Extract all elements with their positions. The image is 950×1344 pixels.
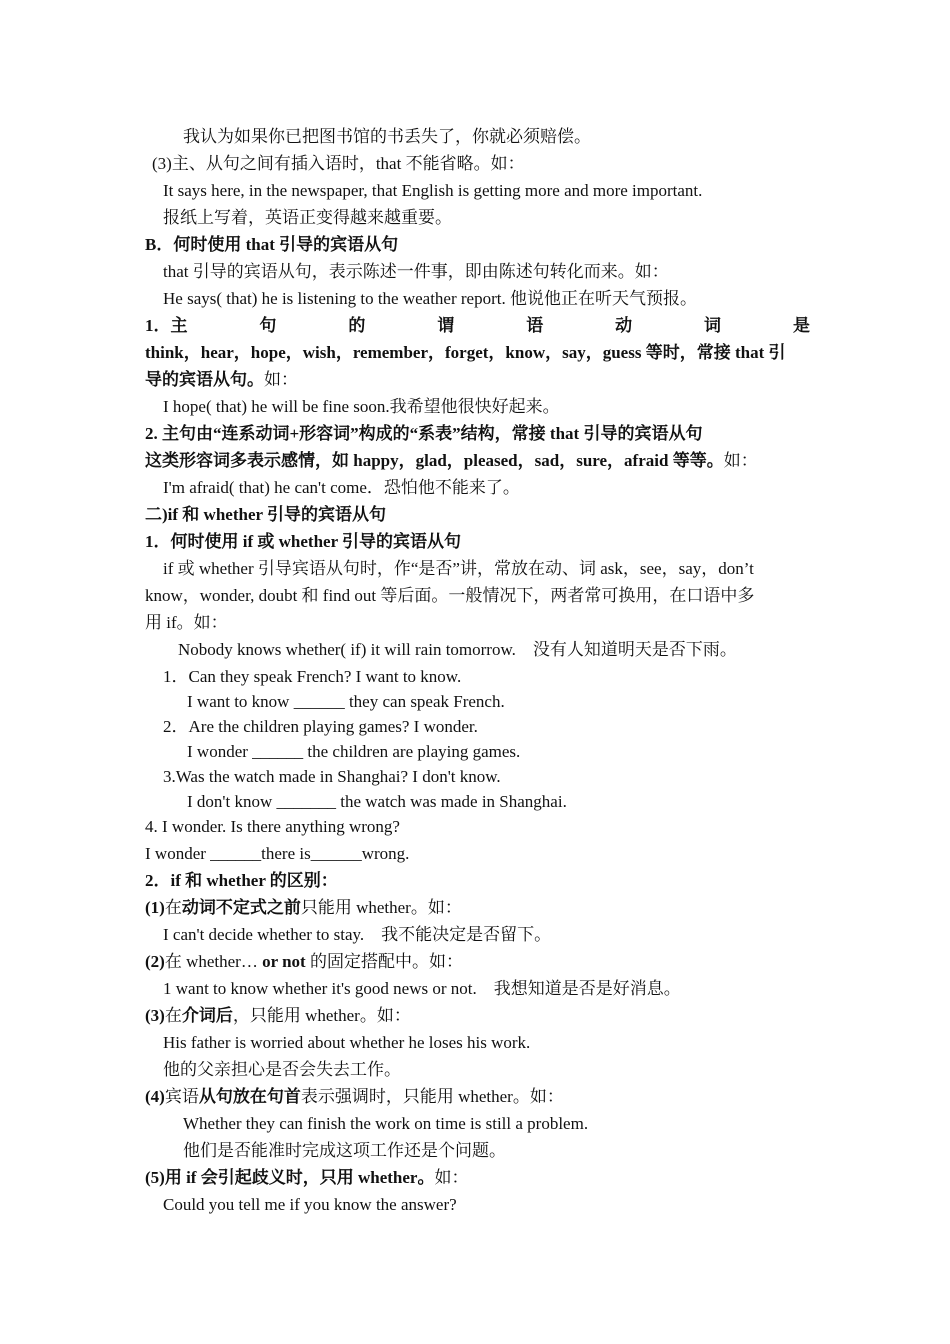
text-span: 的固定搭配中。如： bbox=[305, 952, 463, 971]
heading-word: 语 bbox=[526, 316, 544, 335]
bold-span: 这类形容词多表示感情，如 happy，glad，pleased，sad，sure，afraid 等等。 bbox=[145, 451, 724, 470]
text-line: It says here, in the newspaper, that English is getting more and more important. bbox=[163, 181, 703, 200]
bold-span: or not bbox=[262, 952, 306, 971]
text-span: 在 whether… bbox=[164, 952, 263, 971]
heading-word: 词 bbox=[704, 316, 722, 335]
text-line: if 或 whether 引导宾语从句时，作“是否”讲，常放在动、词 ask，see，say，don’t bbox=[163, 559, 754, 578]
heading-word: 1．主 bbox=[145, 316, 188, 335]
text-line: 2. 主句由“连系动词+形容词”构成的“系表”结构，常接 that 引导的宾语从句 bbox=[145, 424, 703, 443]
exercise-answer: I wonder ______ the children are playing games. bbox=[187, 742, 521, 761]
bold-span: 动词不定式之前 bbox=[181, 898, 301, 917]
text-span: 如： bbox=[723, 451, 758, 470]
rule-line bbox=[145, 898, 810, 918]
text-span: 如： bbox=[264, 370, 298, 389]
exercise-question: 3.Was the watch made in Shanghai? I don't know. bbox=[163, 767, 501, 786]
rule-line bbox=[145, 952, 810, 972]
bold-span: (5)用 if 会引起歧义时，只用 whether。 bbox=[145, 1168, 435, 1187]
text-line: know，wonder, doubt 和 find out 等后面。一般情况下，两者常可换用，在口语中多 bbox=[145, 586, 755, 605]
text-line: I can't decide whether to stay. 我不能决定是否留下。 bbox=[163, 925, 552, 944]
rule-line bbox=[145, 1087, 810, 1107]
section-heading: B．何时使用 that 引导的宾语从句 bbox=[145, 235, 399, 254]
section-heading: 1．何时使用 if 或 whether 引导的宾语从句 bbox=[145, 532, 462, 551]
exercise-answer: I want to know ______ they can speak French. bbox=[187, 692, 505, 711]
text-span: 如： bbox=[434, 1168, 469, 1187]
text-span: 在 bbox=[164, 1006, 182, 1025]
text-line: 我认为如果你已把图书馆的书丢失了，你就必须赔偿。 bbox=[183, 127, 591, 146]
text-line bbox=[145, 451, 810, 471]
text-line: Could you tell me if you know the answer? bbox=[163, 1195, 457, 1214]
text-line: His father is worried about whether he loses his work. bbox=[163, 1033, 531, 1052]
heading-word: 句 bbox=[259, 316, 277, 335]
exercise-answer: I wonder ______there is______wrong. bbox=[145, 844, 410, 863]
rule-number: (3) bbox=[145, 1006, 165, 1025]
heading-word: 的 bbox=[348, 316, 366, 335]
text-line: I hope( that) he will be fine soon.我希望他很快好起来。 bbox=[163, 397, 560, 416]
text-line: think，hear，hope，wish，remember，forget，know，say，guess 等时，常接 that 引 bbox=[145, 343, 786, 362]
exercise-question: 4. I wonder. Is there anything wrong? bbox=[145, 817, 400, 836]
text-line: 用 if。如： bbox=[145, 613, 228, 632]
text-span: 在 bbox=[164, 898, 182, 917]
section-heading: 2．if 和 whether 的区别： bbox=[145, 871, 338, 890]
bold-span: 从句放在句首 bbox=[198, 1087, 301, 1106]
rule-number: (2) bbox=[145, 952, 165, 971]
text-span: 表示强调时，只能用 whether。如： bbox=[300, 1087, 564, 1106]
exercise-question: 1．Can they speak French? I want to know. bbox=[163, 667, 462, 686]
text-line bbox=[145, 370, 810, 390]
heading-word: 是 bbox=[792, 316, 810, 335]
text-span: 只能用 whether。如： bbox=[300, 898, 462, 917]
section-heading: 二)if 和 whether 引导的宾语从句 bbox=[145, 505, 386, 524]
justified-heading-line bbox=[145, 316, 810, 336]
rule-line bbox=[145, 1006, 810, 1026]
text-span: ，只能用 whether。如： bbox=[232, 1006, 411, 1025]
rule-number: (1) bbox=[145, 898, 165, 917]
text-line: Whether they can finish the work on time is still a problem. bbox=[183, 1114, 589, 1133]
text-span: 宾语 bbox=[164, 1087, 199, 1106]
text-line: Nobody knows whether( if) it will rain tomorrow. 没有人知道明天是否下雨。 bbox=[178, 640, 737, 659]
text-line: I'm afraid( that) he can't come．恐怕他不能来了。 bbox=[163, 478, 520, 497]
text-line: 他们是否能准时完成这项工作还是个问题。 bbox=[183, 1141, 506, 1160]
bold-span: 导的宾语从句。 bbox=[145, 370, 264, 389]
text-line: (3)主、从句之间有插入语时，that 不能省略。如： bbox=[152, 154, 525, 173]
exercise-question: 2．Are the children playing games? I wonder. bbox=[163, 717, 478, 736]
text-line: that 引导的宾语从句，表示陈述一件事，即由陈述句转化而来。如： bbox=[163, 262, 669, 281]
rule-line bbox=[145, 1168, 810, 1188]
heading-word: 动 bbox=[615, 316, 633, 335]
text-line: He says( that) he is listening to the weather report. 他说他正在听天气预报。 bbox=[163, 289, 697, 308]
rule-number: (4) bbox=[145, 1087, 165, 1106]
bold-span: 介词后 bbox=[181, 1006, 233, 1025]
heading-word: 谓 bbox=[437, 316, 455, 335]
text-line: 报纸上写着，英语正变得越来越重要。 bbox=[163, 208, 452, 227]
exercise-answer: I don't know _______ the watch was made in Shanghai. bbox=[187, 792, 567, 811]
text-line: 1 want to know whether it's good news or not. 我想知道是否是好消息。 bbox=[163, 979, 681, 998]
text-line: 他的父亲担心是否会失去工作。 bbox=[163, 1060, 401, 1079]
